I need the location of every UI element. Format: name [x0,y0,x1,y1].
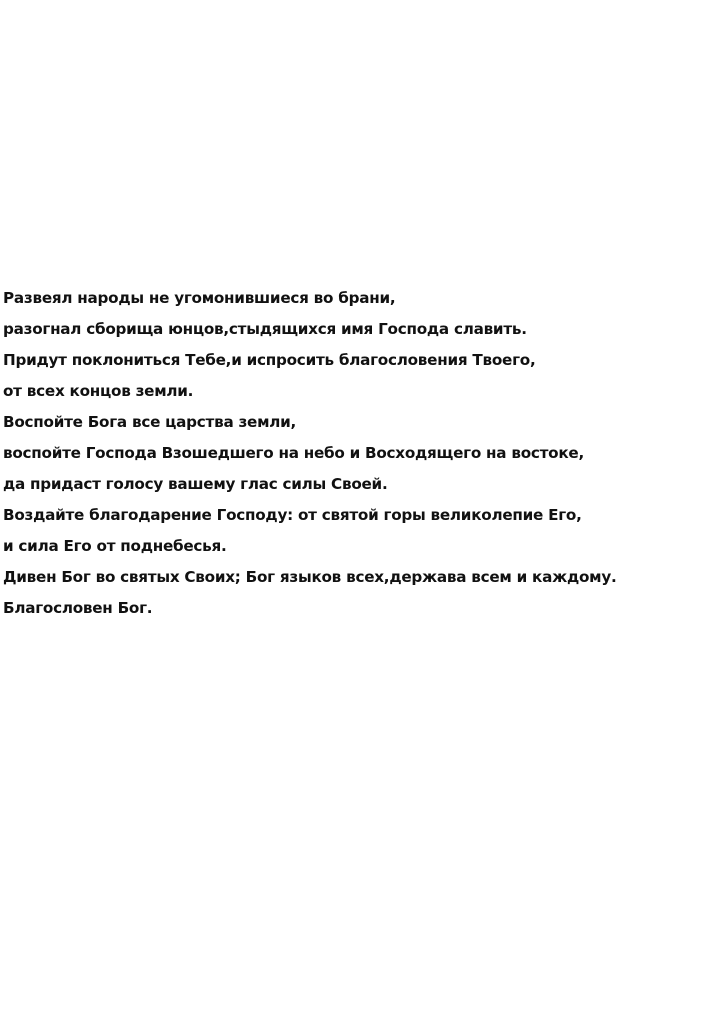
verse-line-9: и сила Его от поднебесья. [3,537,227,555]
verse-line-2: разогнал сборища юнцов,стыдящихся имя Господа славить. [3,320,527,338]
verse-line-6: воспойте Господа Взошедшего на небо и Восходящего на востоке, [3,444,584,462]
verse-line-4: от всех концов земли. [3,382,194,400]
verse-line-7: да придаст голосу вашему глас силы Своей. [3,475,388,493]
verse-line-8: Воздайте благодарение Господу: от святой горы великолепие Его, [3,506,582,524]
verse-line-3: Придут поклониться Тебе,и испросить благословения Твоего, [3,351,536,369]
verse-line-1: Развеял народы не угомонившиеся во брани, [3,289,396,307]
verse-line-10: Дивен Бог во святых Своих; Бог языков всех,держава всем и каждому. [3,568,617,586]
verse-line-11: Благословен Бог. [3,599,153,617]
verse-text-block [3,283,718,624]
verse-line-5: Воспойте Бога все царства земли, [3,413,297,431]
